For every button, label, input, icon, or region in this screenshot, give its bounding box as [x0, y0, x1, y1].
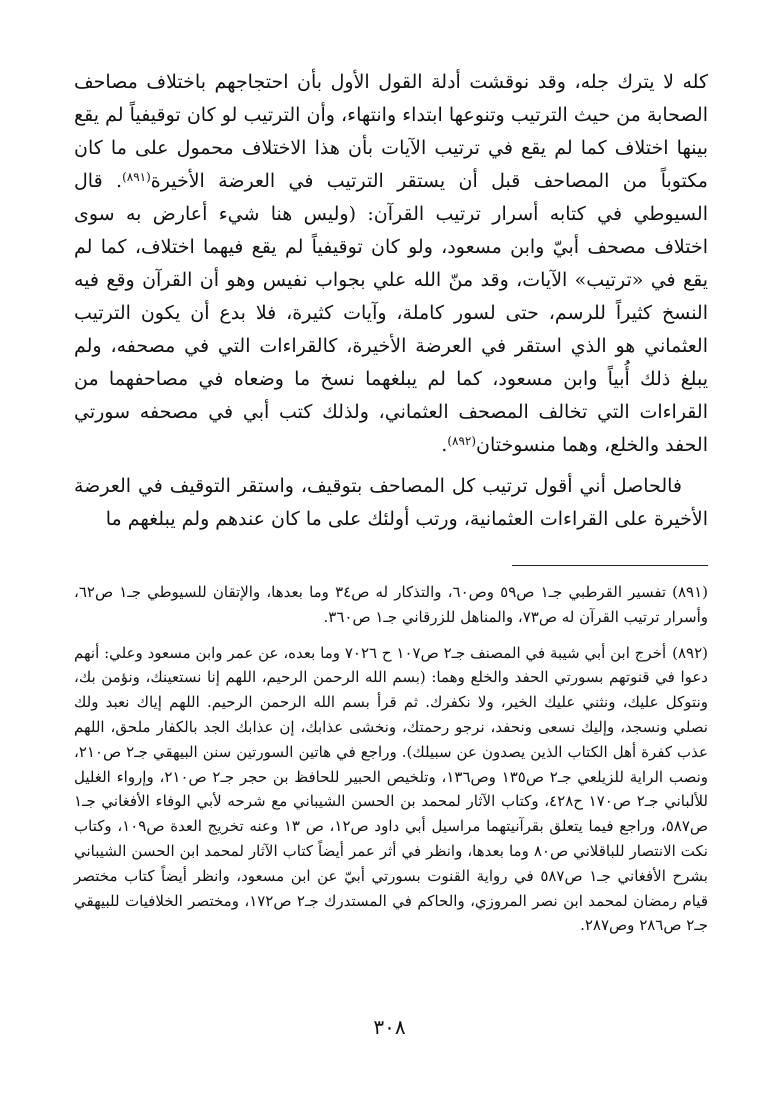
paragraph-1-part-1: كله لا يترك جله، وقد نوقشت أدلة القول الأول بأن احتجاجهم باختلاف مصاحف الصحابة من حيث الترتيب وتنوعها ابتداء وانتهاء، وأن الترتيب لو كان توقيفياً لم يقع بينها اختلاف كما لم يقع في ترتيب الآيات بأن هذا الاختلاف محمول على ما كان مكتوباً من المصاحف قبل أن يستقر الترتيب في العرضة الأخيرة [74, 71, 708, 192]
paragraph-2: فالحاصل أني أقول ترتيب كل المصاحف بتوقيف، واستقر التوقيف في العرضة الأخيرة على القراءات العثمانية، ورتب أولئك على ما كان عندهم ولم يبلغهم ما [74, 475, 708, 530]
footnote-ref-892: (٨٩٢) [447, 434, 477, 448]
footnote-891 [74, 580, 708, 630]
main-text [74, 66, 708, 536]
footnote-ref-891: (٨٩١) [122, 170, 151, 184]
footnotes [74, 580, 708, 949]
footnote-divider [512, 565, 708, 566]
paragraph-1-part-2: . قال السيوطي في كتابه أسرار ترتيب القرآن: (وليس هنا شيء أعارض به سوى اختلاف مصحف أبيّ وابن مسعود، ولو كان توقيفياً لم يقع فيهما اختلاف، كما لم يقع في «ترتيب» الآيات، وقد منّ الله علي بجواب نفيس وهو أن القرآن وقع فيه النسخ كثيراً للرسم، حتى لسور كاملة، وآيات كثيرة، فلا بدع أن يكون الترتيب العثماني هو الذي استقر في العرضة الأخيرة، كالقراءات التي في مصحفه، ولم يبلغ ذلك أُبياً وابن مسعود، كما لم يبلغهما نسخ ما وضعاه في مصاحفهما من القراءات التي تخالف المصحف العثماني، ولذلك كتب أبي في مصحفه سورتي الحفد والخلع، وهما منسوختان [74, 170, 708, 456]
footnote-text: أخرج ابن أبي شيبة في المصنف جـ٢ ص١٠٧ ح ٧٠٢٦ وما بعده، عن عمر وابن مسعود وعلي: أنهم دعوا في قنوتهم بسورتي الحفد والخلع وهما: (بسم الله الرحمن الرحيم، اللهم إنا نستعينك، ونؤمن بك، ونتوكل عليك، ونثني عليك الخير، ولا نكفرك. ثم قرأ بسم الله الرحمن الرحيم. اللهم إياك نعبد ولك نصلي ونسجد، وإليك نسعى ونحفد، نرجو رحمتك، ونخشى عذابك، إن عذابك الجد بالكفار ملحق، اللهم عذب كفرة أهل الكتاب الذين يصدون عن سبيلك). وراجع في هاتين السورتين سنن البيهقي جـ٢ ص٢١٠، ونصب الراية للزيلعي جـ٢ ص١٣٥ وص١٣٦، وتلخيص الحبير للحافظ بن حجر جـ٢ ص٢١٠، وإرواء الغليل للألباني جـ٢ ص١٧٠ ح٤٢٨، وكتاب الآثار لمحمد بن الحسن الشيباني مع شرحه لأبي الوفاء الأفغاني جـ١ ص٥٨٧، وراجع فيما يتعلق بقرآنيتهما مراسيل أبي داود ص١٢، ص ١٣ وعنه تخريج العدة ص١٠٩، وكتاب نكت الانتصار للباقلاني ص٨٠ وما بعدها، وانظر في أثر عمر أيضاً كتاب الآثار لمحمد ابن الحسن الشيباني بشرح الأفغاني جـ١ ص٥٨٧ في رواية القنوت بسورتي أبيّ عن ابن مسعود، وانظر أيضاً كتاب مختصر قيام رمضان لمحمد ابن نصر المروزي، والحاكم في المستدرك جـ٢ ص١٧٢، ومختصر الخلافيات للبيهقي جـ٢ ص٢٨٦ وص٢٨٧. [74, 643, 709, 935]
footnote-number: (٨٩٢) [672, 643, 709, 662]
paragraph-1-part-3: . [441, 434, 448, 456]
footnote-892 [74, 641, 708, 939]
footnote-number: (٨٩١) [672, 583, 708, 601]
footnote-text: تفسير القرطبي جـ١ ص٥٩ وص٦٠، والتذكار له ص٣٤ وما بعدها، والإتقان للسيوطي جـ١ ص٦٢، وأسرار ترتيب القرآن له ص٧٣، والمناهل للزرقاني جـ١ ص٣٦٠. [74, 583, 708, 626]
page-number: ٣٠٨ [373, 1015, 406, 1039]
paragraph-1 [74, 66, 708, 462]
